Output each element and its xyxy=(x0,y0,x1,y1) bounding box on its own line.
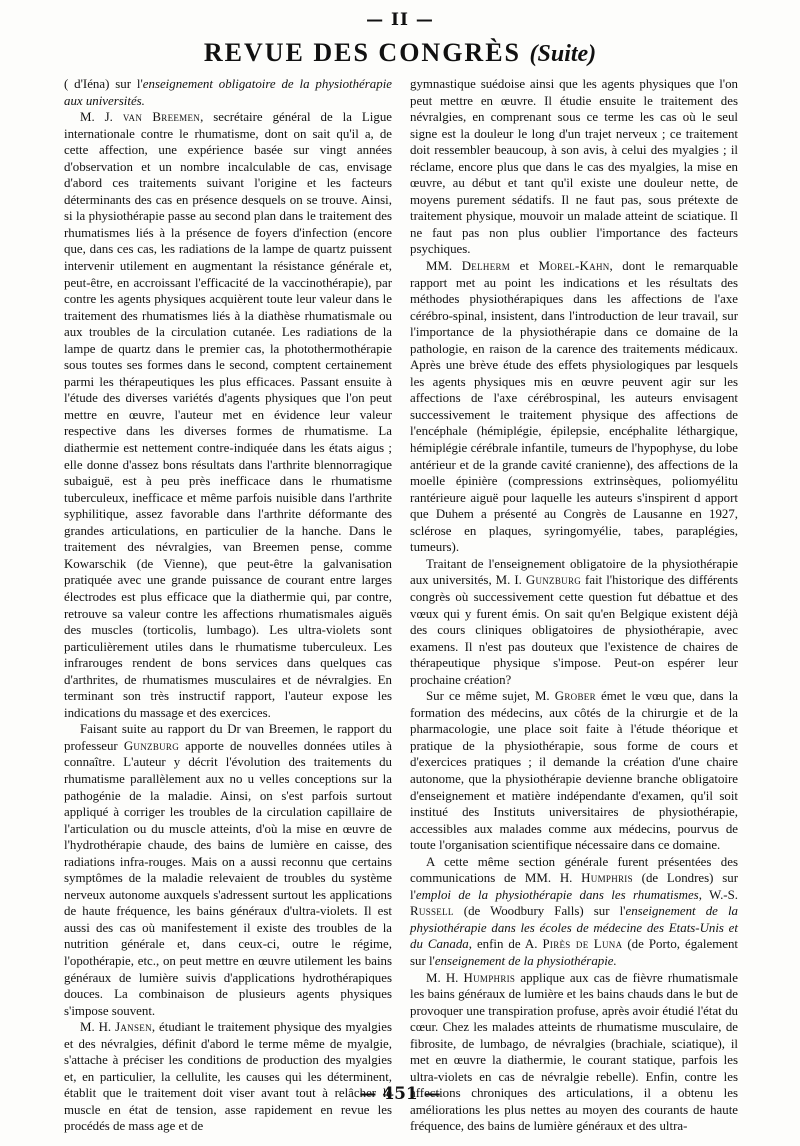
text-run: (de Woodbury Falls) sur l' xyxy=(453,904,626,919)
left-column xyxy=(64,76,392,1134)
text-run: , étudiant le traitement physique des myalgies et des névralgies, définit d'abord le terme même de myalgie, s'attache à préciser les conditions de production des myalgies et, en particulier, la cellulite, les causes qui les déterminent, établit que le traitement doit viser avant tout à relâcher le muscle en état de tension, asse rapidement en revue les procédés de mass age et de xyxy=(64,1020,392,1134)
author-name: Grober xyxy=(554,689,596,704)
title-suffix: (Suite) xyxy=(529,41,597,67)
author-name: Russell xyxy=(410,904,454,919)
italic-title: enseignement de la physiothérapie. xyxy=(434,953,617,968)
author-name: Gunzburg xyxy=(123,738,180,753)
text-run: M. H. xyxy=(426,970,464,985)
author-name: Jansen xyxy=(115,1020,152,1035)
text-run: , secrétaire général de la Ligue internationale contre le rhumatisme, dont on sait qu'il a, de cette affection, une expérience basée sur vingt années d'observation et un nombre incalculable de cas, envisage d'abord ces traitements suivant l'origine et les facteurs déterminants des cas en présence desquels on se trouve. Ainsi, si la physiothérapie passe au second plan dans le traitement des rhumatismes liés à la présence de foyers d'infection (encore que, dans ces cas, les radiations de la lampe de quartz puissent intervenir utilement en augmentant la résistance générale et, peut-être, en accroissant l'efficacité de la vaccinothérapie), par contre les agents physiques acquièrent toute leur valeur dans le traitement des rhumatismes liés à la diathèse rhumatismale ou aux troubles de la circulation cutanée. Les radiations de la lampe de quartz dans le premier cas, la photothermothérapie sous toutes ses formes dans le second, comptent certainement parmi les thérapeutiques les plus efficaces. Passant ensuite à l'étude des diverses variétés d'agents physiques que l'on peut mettre en œuvre, l'auteur met en évidence leur valeur respective dans les diverses formes de rhumatisme. La diathermie est nettement contre-indiquée dans les états aigus ; elle donne d'assez bons résultats dans l'arthrite blennorragique subaiguë, est à peu près inefficace dans le rhumatisme tuberculeux, inefficace et même parfois nuisible dans l'arthrite syphilitique, assez favorable dans l'arthrite déformante des grandes articulations, en particulier de la hanche. Dans le traitement des névralgies, van Breemen pense, comme Kowarschik (de Vienne), que peut-être la galvanisation pratiquée avec une grande puissance de courant entre larges électrodes est plus efficace que la diathermie qui, par contre, retrouve sa valeur contre les affections rhumatismales aiguës des muscles (torticolis, lumbago). Les ultra-violets sont particulièrement utiles dans le rhumatisme tuberculeux. Les infrarouges rendent de bons services dans quelques cas d'arthrites, de rhumatismes musculaires et de névralgies. En terminant son très instructif rapport, l'auteur expose les indications du massage et des exercices. xyxy=(64,110,392,720)
right-column xyxy=(410,76,739,1134)
page-title xyxy=(0,38,800,68)
paragraph xyxy=(64,109,392,721)
paragraph xyxy=(410,854,738,970)
text-run: fait l'historique des différents congrès où successivement cette question fut débattue et des vœux qui y furent émis. On sait qu'en Belgique existent déjà des cours cliniques obligatoires de physiothérapie, avec examens. Il n'est pas douteux que l'existence de chaires de thérapeutique physique s'impose. Peut-on espérer leur prochaine création? xyxy=(410,573,738,687)
text-run: (de Porto, également sur l' xyxy=(410,937,738,968)
text-run: MM. xyxy=(426,259,462,274)
author-name: Humphris xyxy=(463,970,516,985)
paragraph xyxy=(410,258,738,556)
author-name: Delherm xyxy=(461,259,511,274)
text-run: émet le vœu que, dans la formation des médecins, aux côtés de la chirurgie et de la pharmacologie, une place soit faite à l'étude théorique et pratique de la physiothérapie, sous forme de cours et d'exercices pratiques ; il demande la création d'une chaire autonome, que la physiothérapie devienne branche obligatoire d'enseignement et matière indépendante d'examen, qu'il soit institué des Instituts universitaires de physiothérapie, accessibles aux malades comme aux médecins, pourvus de toute l'organisation scientifique nécessaire dans ce domaine. xyxy=(410,689,739,853)
folio-roman: — II — xyxy=(366,10,434,30)
author-name: Gunzburg xyxy=(525,573,582,588)
italic-title: enseignement de la physiothérapie dans les écoles de médecine des Etats-Unis et du Canada xyxy=(410,904,739,952)
paragraph xyxy=(64,76,392,109)
title-main: REVUE DES CONGRÈS xyxy=(203,38,521,67)
paragraph xyxy=(410,970,738,1135)
text-run: A cette même section générale furent présentées des communications de MM. H. xyxy=(410,854,738,886)
text-run: (de Londres) sur l' xyxy=(410,871,738,902)
author-name: Morel-Kahn xyxy=(538,259,610,274)
text-run: applique aux cas de fièvre rhumatismale les bains généraux de lumière et les bains chauds dans le but de provoquer une transpiration profuse, après avoir étudié l'état du cœur. Chez les malades atteints de rhumatisme musculaire, de fibrosite, de lumbago, de névralgies (brachiale, sciatique), il met en œuvre la diathermie, le courant statique, parfois les ultra-violets en cas de névralgie rebelle). Enfin, contre les affections chroniques des articulations, il a obtenu les améliorations les plus nettes au moyen des courants de haute fréquence, des bains de lumière généraux et des ultra- xyxy=(410,970,738,1134)
text-run: Sur ce même sujet, M. xyxy=(426,689,555,704)
italic-title: emploi de la physiothérapie dans les rhumatismes xyxy=(415,887,699,902)
text-run: apporte de nouvelles données utiles à connaître. L'auteur y décrit l'évolution des traitements du rhumatisme parallèlement aux no u velles conceptions sur la pathogénie de la maladie. Ainsi, on s'est parfois surtout appliqué à corriger les troubles de la circulation capillaire de l'articulation ou du muscle atteints, d'où la mise en œuvre de l'hydrothérapie chaude, des bains de lumière en caisse, des radiations infra-rouges. Mais on a aussi reconnu que certains symptômes de la maladie relevaient de troubles du système nerveux autonome auxquels s'adressent surtout les applications de haute fréquence, les bains généraux d'ultra-violets. Il est aussi des cas où manifestement il existe des troubles de la nutrition générale et, dans ceux-ci, outre le régime, l'opothérapie, etc., on peut mettre en œuvre utilement les bains généraux de lumière suivis d'applications hydrothérapiques douces. La combinaison de plusieurs agents physiques s'impose souvent. xyxy=(64,738,392,1018)
text-run: , dont le remarquable rapport met au point les indications et les résultats des méthodes physiothérapiques dans les affections de l'axe cérébro-spinal, insistent, dans l'introduction de leur travail, sur l'importance de la physiothérapie dans ce domaine de la pathologie, en raison de la carence des traitements médicaux. Après une brève étude des effets physiologiques par lesquels les agents physiques mis en œuvre peuvent agir sur les affections de l'axe cérébrospinal, les auteurs envisagent successivement le traitement physique des affections de l'encéphale (hémiplégie, épilepsie, encéphalite léthargique, hémiplégie cérébrale infantile, tumeurs de l'hypophyse, du lobe antérieur et de la grande cavité cranienne), des affections de la moelle épinière (compressions extrinsèques, poliomyélitu rantérieure aiguë pour laquelle les auteurs s'inspirent d apport que Duhem a présenté au Congrès de Lausanne en 1927, sclérose en plaques, syringomyélie, tabes, paraplégies, tumeurs). xyxy=(410,259,739,555)
text-run: et xyxy=(510,259,539,274)
text-run: M. J. xyxy=(80,110,123,125)
text-run: M. H. xyxy=(80,1020,116,1035)
author-name: van Breemen xyxy=(122,110,201,125)
text-run: , W.-S. xyxy=(698,887,738,902)
author-name: Pirès de Luna xyxy=(542,937,623,952)
author-name: Humphris xyxy=(581,871,633,886)
paragraph: gymnastique suédoise ainsi que les agents physiques que l'on peut mettre en œuvre. Il étudie ensuite le traitement des névralgies, en comprenant sous ce terme les cas où le seul signe est la douleur le long d'un trajet nerveux ; ce traitement doit ressembler beaucoup, à son avis, à celui des myalgies ; il réclame, encore plus que dans le cas des myalgies, la mise en œuvre, au début et tant qu'il existe une douleur nette, de moyens purement sédatifs. Il ne faut pas, sous prétexte de traitement physique, mouvoir un malade atteint de sciatique. Il ne faut pas non plus oublier l'importance des facteurs psychiques. xyxy=(410,77,738,257)
text-run: Traitant de l'enseignement obligatoire de la physiothérapie aux universités, M. I. xyxy=(410,556,738,588)
italic-title: enseignement obligatoire de la physiothérapie aux universités. xyxy=(64,77,392,108)
paragraph xyxy=(64,721,392,1019)
paragraph xyxy=(410,688,738,853)
page-number: — 451 — xyxy=(359,1084,441,1104)
text-run: Faisant suite au rapport du Dr van Breemen, le rapport du professeur xyxy=(64,722,392,753)
paragraph xyxy=(64,1019,392,1135)
paragraph xyxy=(410,556,738,688)
text-run: , enfin de A. xyxy=(468,937,543,952)
text-run: ( d'Iéna) sur l' xyxy=(64,77,143,91)
